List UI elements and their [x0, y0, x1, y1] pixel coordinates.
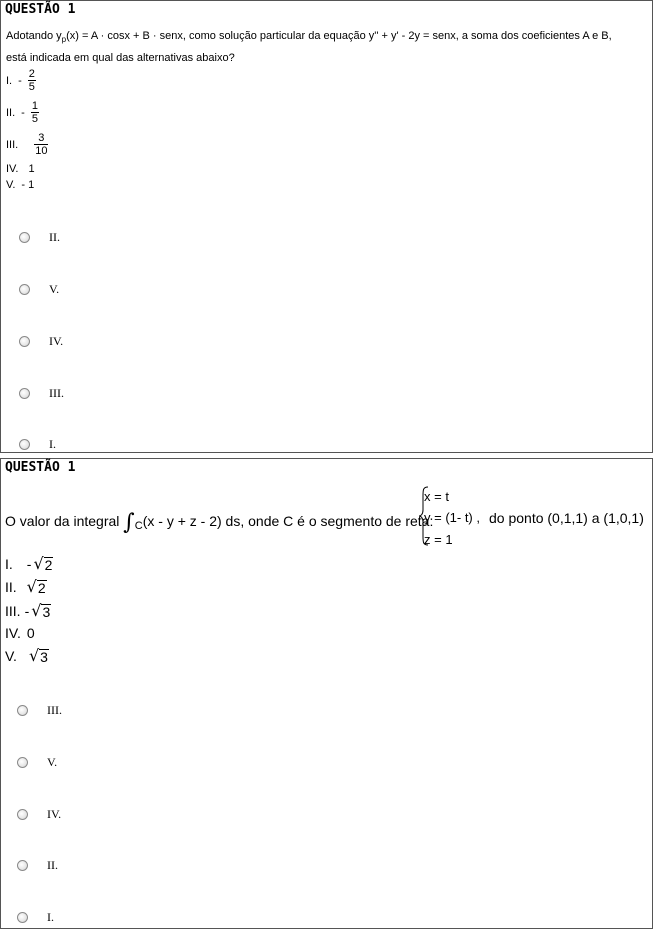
numerator: 1	[31, 100, 38, 112]
denominator: 10	[35, 145, 48, 157]
option-label: II.	[49, 230, 60, 244]
radicand: 2	[37, 580, 46, 596]
fraction	[31, 100, 39, 125]
numerator: 2	[28, 68, 35, 80]
radio-button[interactable]	[17, 705, 28, 716]
square-root: √ 2	[26, 577, 46, 596]
alternative-ii	[5, 579, 47, 595]
system-eq-1: x = t	[424, 489, 449, 504]
question-stem	[6, 27, 612, 49]
alternative-v	[5, 648, 49, 664]
radio-button[interactable]	[19, 232, 30, 243]
alternative-i	[5, 556, 53, 572]
answer-option[interactable]	[17, 858, 58, 873]
denominator: 5	[31, 113, 38, 125]
radicand: 3	[42, 604, 51, 620]
alt-label: V.	[6, 179, 16, 191]
fraction	[34, 132, 48, 157]
alt-value: 1	[28, 163, 35, 175]
alt-value: 0	[26, 625, 35, 641]
question-panel-2	[0, 458, 653, 929]
stem-text-continued: (x) = A · cosx + B · senx, como solução particular da equação y'' + y' - 2y = senx, a soma dos coeficientes A e B,	[66, 30, 612, 42]
radicand: 3	[40, 649, 48, 665]
square-root: √ 3	[28, 646, 48, 665]
integral-subscript: C	[134, 520, 143, 532]
question-panel-1	[0, 0, 653, 453]
answer-option[interactable]	[17, 807, 61, 822]
alt-label: IV.	[6, 163, 19, 175]
radio-button[interactable]	[19, 336, 30, 347]
alternative-iii	[5, 603, 51, 619]
alternative-iii	[6, 132, 48, 157]
option-label: III.	[47, 703, 62, 717]
answer-option[interactable]	[17, 910, 54, 925]
fraction	[28, 68, 36, 93]
square-root: √ 3	[31, 601, 51, 620]
alt-label: IV.	[5, 625, 21, 641]
radio-button[interactable]	[17, 757, 28, 768]
answer-option[interactable]	[17, 755, 57, 770]
alt-value: - 1	[21, 179, 35, 191]
alt-label: III.	[5, 603, 21, 619]
option-label: IV.	[49, 334, 64, 348]
radio-button[interactable]	[19, 439, 30, 450]
question-title: QUESTÃO 1	[5, 2, 76, 17]
answer-option[interactable]	[19, 437, 56, 452]
option-label: V.	[47, 755, 58, 769]
alt-label: I.	[6, 74, 13, 87]
answer-option[interactable]	[17, 703, 62, 718]
option-label: IV.	[47, 807, 62, 821]
stem-text-continued: (x - y + z - 2) ds, onde C é o segmento de reta:	[142, 513, 434, 529]
alt-label: II.	[6, 106, 16, 119]
stem-tail: do ponto (0,1,1) a (1,0,1)	[489, 510, 644, 526]
denominator: 5	[28, 81, 35, 93]
radicand: 2	[44, 557, 53, 573]
alt-sign: -	[21, 106, 25, 119]
alternative-iv	[6, 163, 35, 175]
radio-button[interactable]	[19, 284, 30, 295]
question-stem-line2: está indicada em qual das alternativas abaixo?	[6, 52, 235, 64]
answer-option[interactable]	[19, 282, 59, 297]
alt-sign: -	[26, 556, 32, 572]
alt-label: III.	[6, 138, 19, 151]
radio-button[interactable]	[17, 912, 28, 923]
option-label: V.	[49, 282, 60, 296]
alternative-v	[6, 179, 34, 191]
answer-option[interactable]	[19, 230, 60, 245]
stem-text: Adotando y	[6, 30, 62, 42]
alt-sign: -	[18, 74, 22, 87]
alternative-ii	[6, 100, 39, 125]
alternative-i	[6, 68, 36, 93]
option-label: III.	[49, 386, 64, 400]
system-eq-3: z = 1	[424, 532, 453, 547]
question-stem	[5, 507, 434, 535]
option-label: II.	[47, 858, 58, 872]
answer-option[interactable]	[19, 386, 64, 401]
alternative-iv	[5, 625, 35, 641]
integral-sign: ∫	[123, 510, 135, 535]
system-eq-2: y = (1- t) ,	[424, 510, 480, 525]
alt-sign: -	[24, 603, 30, 619]
option-label: I.	[49, 437, 56, 451]
stem-text: O valor da integral	[5, 513, 120, 529]
option-label: I.	[47, 910, 54, 924]
radio-button[interactable]	[17, 809, 28, 820]
radio-button[interactable]	[19, 388, 30, 399]
numerator: 3	[38, 132, 45, 144]
stem-subscript: p	[61, 35, 67, 44]
radio-button[interactable]	[17, 860, 28, 871]
square-root: √ 2	[33, 554, 53, 573]
question-title: QUESTÃO 1	[5, 460, 76, 475]
alt-label: I.	[5, 556, 13, 572]
alt-label: II.	[5, 579, 17, 595]
answer-option[interactable]	[19, 334, 63, 349]
alt-label: V.	[5, 648, 17, 664]
